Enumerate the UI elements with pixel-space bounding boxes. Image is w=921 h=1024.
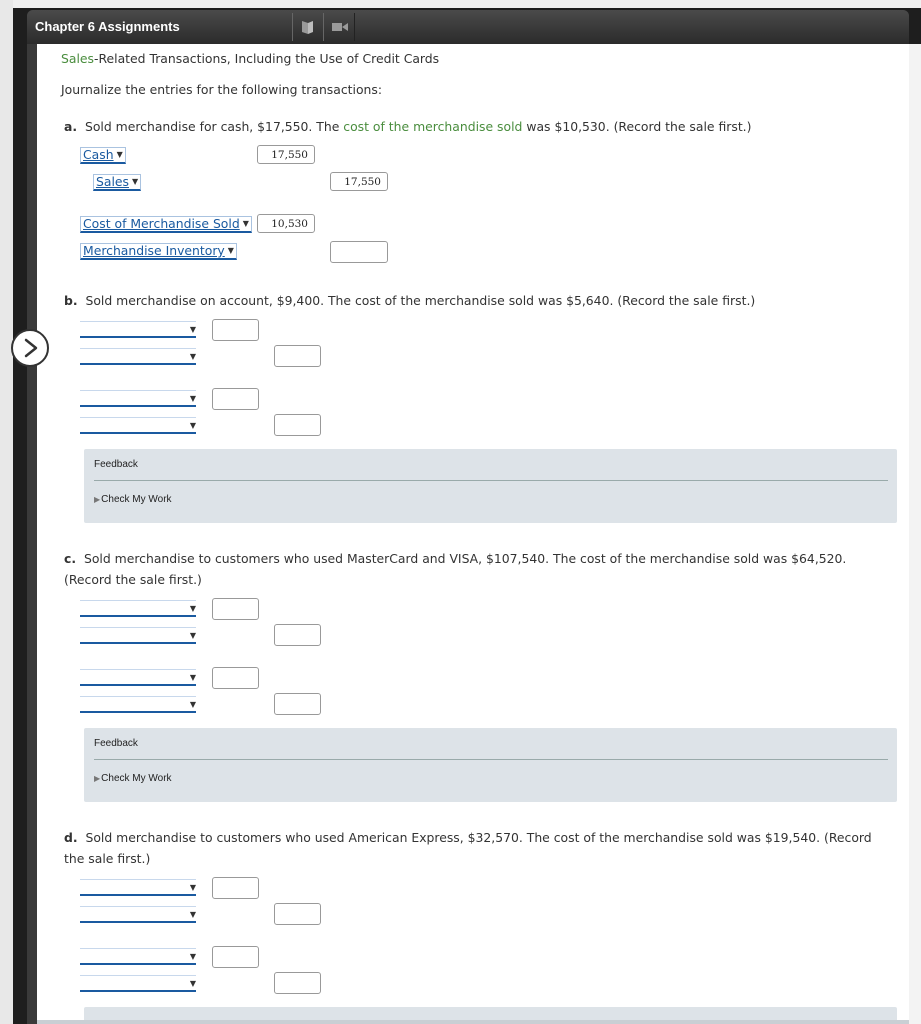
debit-input-c3[interactable] [212, 667, 259, 689]
feedback-label: Feedback [94, 738, 138, 749]
title-bar [27, 10, 909, 44]
dropdown-arrow-icon: ▼ [189, 631, 196, 640]
account-select-c2[interactable] [80, 627, 196, 644]
feedback-label: Feedback [94, 459, 138, 470]
top-strip [0, 0, 921, 8]
credit-input-a4[interactable] [330, 241, 388, 263]
account-select-a1[interactable]: Cash ▼ [80, 147, 126, 164]
check-my-work-toggle[interactable]: ▶Check My Work [94, 773, 172, 784]
book-icon [300, 19, 316, 35]
debit-input-d3[interactable] [212, 946, 259, 968]
account-select-a4[interactable]: Merchandise Inventory ▼ [80, 243, 237, 260]
debit-input-d1[interactable] [212, 877, 259, 899]
assignment-content [37, 44, 909, 1024]
window-title: Chapter 6 Assignments [35, 19, 180, 34]
question-b: b. Sold merchandise on account, $9,400. The cost of the merchandise sold was $5,640. (Record the sale first.) [64, 293, 756, 308]
cost-of-merchandise-sold-link[interactable]: cost of the merchandise sold [343, 119, 523, 134]
dropdown-arrow-icon: ▼ [189, 352, 196, 361]
dropdown-arrow-icon: ▼ [116, 150, 123, 159]
expand-triangle-icon: ▶ [94, 495, 101, 504]
credit-input-c4[interactable] [274, 693, 321, 715]
credit-input-b2[interactable] [274, 345, 321, 367]
question-a: a. Sold merchandise for cash, $17,550. The cost of the merchandise sold was $10,530. (Record the sale first.) [64, 119, 752, 134]
question-c: c. Sold merchandise to customers who used MasterCard and VISA, $107,540. The cost of the merchandise sold was $64,520. (Record the sale first.) [64, 551, 847, 587]
credit-input-d2[interactable] [274, 903, 321, 925]
dropdown-arrow-icon: ▼ [189, 910, 196, 919]
instruction-text: Journalize the entries for the following transactions: [61, 82, 383, 97]
dropdown-arrow-icon: ▼ [131, 177, 139, 186]
video-button[interactable] [323, 13, 355, 41]
check-my-work-toggle[interactable]: ▶Check My Work [94, 494, 172, 505]
account-select-c1[interactable] [80, 600, 196, 617]
debit-input-a3[interactable]: 10,530 [257, 214, 315, 233]
divider [94, 480, 888, 481]
dropdown-arrow-icon: ▼ [189, 604, 196, 613]
dropdown-arrow-icon: ▼ [189, 421, 196, 430]
dropdown-arrow-icon: ▼ [189, 673, 196, 682]
account-select-d2[interactable] [80, 906, 196, 923]
feedback-panel-c [84, 728, 897, 802]
dropdown-arrow-icon: ▼ [189, 952, 196, 961]
left-edge [0, 0, 13, 1024]
account-select-b2[interactable] [80, 348, 196, 365]
account-select-c4[interactable] [80, 696, 196, 713]
debit-input-b1[interactable] [212, 319, 259, 341]
dropdown-arrow-icon: ▼ [227, 246, 234, 255]
account-select-c3[interactable] [80, 669, 196, 686]
chevron-right-icon [22, 338, 40, 358]
credit-input-b4[interactable] [274, 414, 321, 436]
feedback-panel-b [84, 449, 897, 523]
dropdown-arrow-icon: ▼ [189, 325, 196, 334]
account-select-b4[interactable] [80, 417, 196, 434]
divider [94, 759, 888, 760]
dropdown-arrow-icon: ▼ [242, 219, 249, 228]
debit-input-b3[interactable] [212, 388, 259, 410]
account-select-b3[interactable] [80, 390, 196, 407]
account-select-d4[interactable] [80, 975, 196, 992]
next-button[interactable] [11, 329, 49, 367]
video-camera-icon [331, 19, 349, 35]
account-select-d1[interactable] [80, 879, 196, 896]
debit-input-a1[interactable]: 17,550 [257, 145, 315, 164]
question-d: d. Sold merchandise to customers who used American Express, $32,570. The cost of the merchandise sold was $19,540. (Record the sale first.) [64, 830, 872, 866]
credit-input-a2[interactable]: 17,550 [330, 172, 388, 191]
debit-input-c1[interactable] [212, 598, 259, 620]
account-select-d3[interactable] [80, 948, 196, 965]
problem-heading: Sales-Related Transactions, Including the Use of Credit Cards [61, 51, 440, 66]
expand-triangle-icon: ▶ [94, 774, 101, 783]
account-select-a2[interactable]: Sales ▼ [93, 174, 141, 191]
dropdown-arrow-icon: ▼ [189, 883, 196, 892]
ebook-button[interactable] [292, 13, 324, 41]
bottom-border [37, 1020, 909, 1024]
credit-input-d4[interactable] [274, 972, 321, 994]
account-select-a3[interactable]: Cost of Merchandise Sold ▼ [80, 216, 252, 233]
scrollbar[interactable] [909, 44, 921, 1024]
dropdown-arrow-icon: ▼ [189, 394, 196, 403]
account-select-b1[interactable] [80, 321, 196, 338]
dropdown-arrow-icon: ▼ [189, 979, 196, 988]
credit-input-c2[interactable] [274, 624, 321, 646]
dropdown-arrow-icon: ▼ [189, 700, 196, 709]
sales-link[interactable]: Sales [61, 51, 94, 66]
